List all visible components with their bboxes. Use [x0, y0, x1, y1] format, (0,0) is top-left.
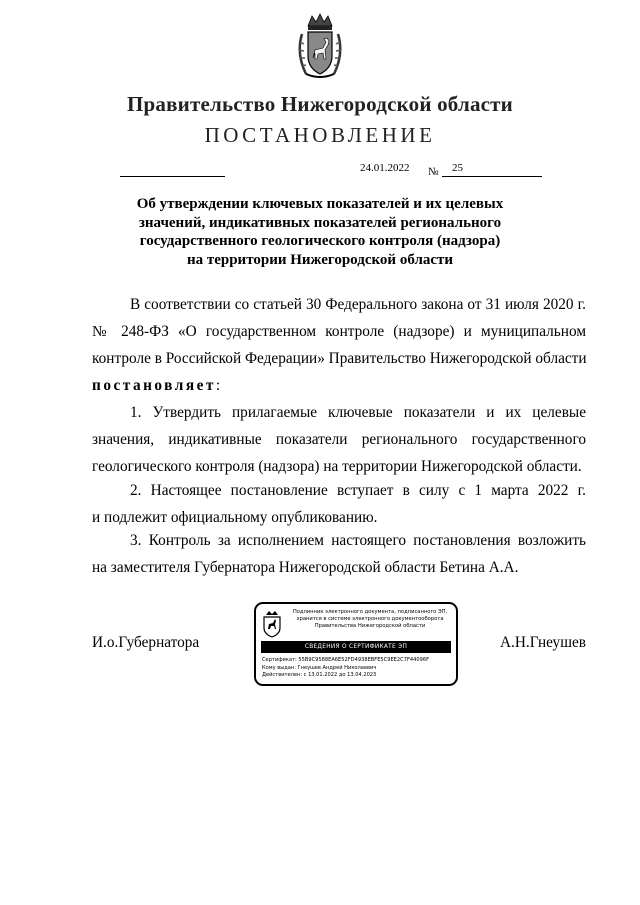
decree-line: [92, 372, 586, 399]
stamp-heading-line: хранится в системе электронного документооборота: [296, 616, 444, 622]
text-line: на заместителя Губернатора Нижегородской области Бетина А.А.: [92, 559, 519, 576]
preamble-paragraph: [92, 291, 586, 399]
electronic-signature-stamp: [254, 602, 458, 686]
stamp-certificate-id: Сертификат: 55B9C9588EA6E52FD4938EBFE5C9EE2C7F44096F: [262, 657, 430, 663]
stamp-heading-line: Правительства Нижегородской области: [314, 623, 426, 629]
text-line: № 248-ФЗ «О государственном контроле (надзоре) и муниципальном: [92, 323, 586, 340]
item-2-paragraph: [92, 477, 586, 531]
text-line: контроле в Российской Федерации» Правительство Нижегородской области: [92, 350, 587, 367]
stamp-certificate-bar: СВЕДЕНИЯ О СЕРТИФИКАТЕ ЭП: [261, 641, 451, 653]
document-type-heading: ПОСТАНОВЛЕНИЕ: [204, 123, 436, 147]
text-line: 1. Утвердить прилагаемые ключевые показатели и их целевые: [130, 404, 586, 421]
decree-word: постановляет: [92, 377, 216, 394]
stamp-emblem-icon: [261, 610, 283, 638]
signatory-position: И.о.Губернатора: [92, 634, 200, 651]
document-date: 24.01.2022: [360, 162, 410, 174]
title-line: значений, индикативных показателей регионального: [138, 214, 502, 231]
text-line: значения, индикативные показатели регионального государственного: [92, 431, 586, 448]
document-number: 25: [452, 162, 463, 174]
number-underline: [442, 176, 542, 177]
title-line: Об утверждении ключевых показателей и их целевых: [136, 196, 504, 212]
text-line: 3. Контроль за исполнением настоящего постановления возложить: [130, 532, 586, 549]
document-title: [80, 195, 560, 269]
title-line: государственного геологического контроля (надзора): [139, 233, 501, 249]
number-label: №: [428, 166, 439, 178]
item-1-paragraph: [92, 399, 586, 480]
item-3-paragraph: [92, 527, 586, 581]
text-line: геологического контроля (надзора) на территории Нижегородской области.: [92, 458, 582, 475]
coat-of-arms-emblem: [296, 12, 344, 80]
stamp-validity: Действителен: с 13.01.2022 до 13.04.2023: [262, 672, 377, 678]
stamp-details: [262, 657, 429, 680]
left-blank-line: [120, 176, 225, 177]
stamp-issued-to: Кому выдан: Гнеушев Андрей Николаевич: [262, 664, 377, 671]
stamp-heading: [286, 609, 454, 630]
organization-name: Правительство Нижегородской области: [127, 92, 513, 116]
signatory-name: А.Н.Гнеушев: [499, 634, 586, 651]
stamp-heading-line: Подлинник электронного документа, подписанного ЭП,: [292, 609, 448, 615]
title-line: на территории Нижегородской области: [186, 251, 454, 268]
text-line: 2. Настоящее постановление вступает в силу с 1 марта 2022 г.: [130, 482, 586, 499]
text-line: и подлежит официальному опубликованию.: [92, 509, 378, 526]
text-line: В соответствии со статьей 30 Федерального закона от 31 июля 2020 г.: [130, 296, 586, 313]
decree-colon: :: [215, 377, 221, 394]
